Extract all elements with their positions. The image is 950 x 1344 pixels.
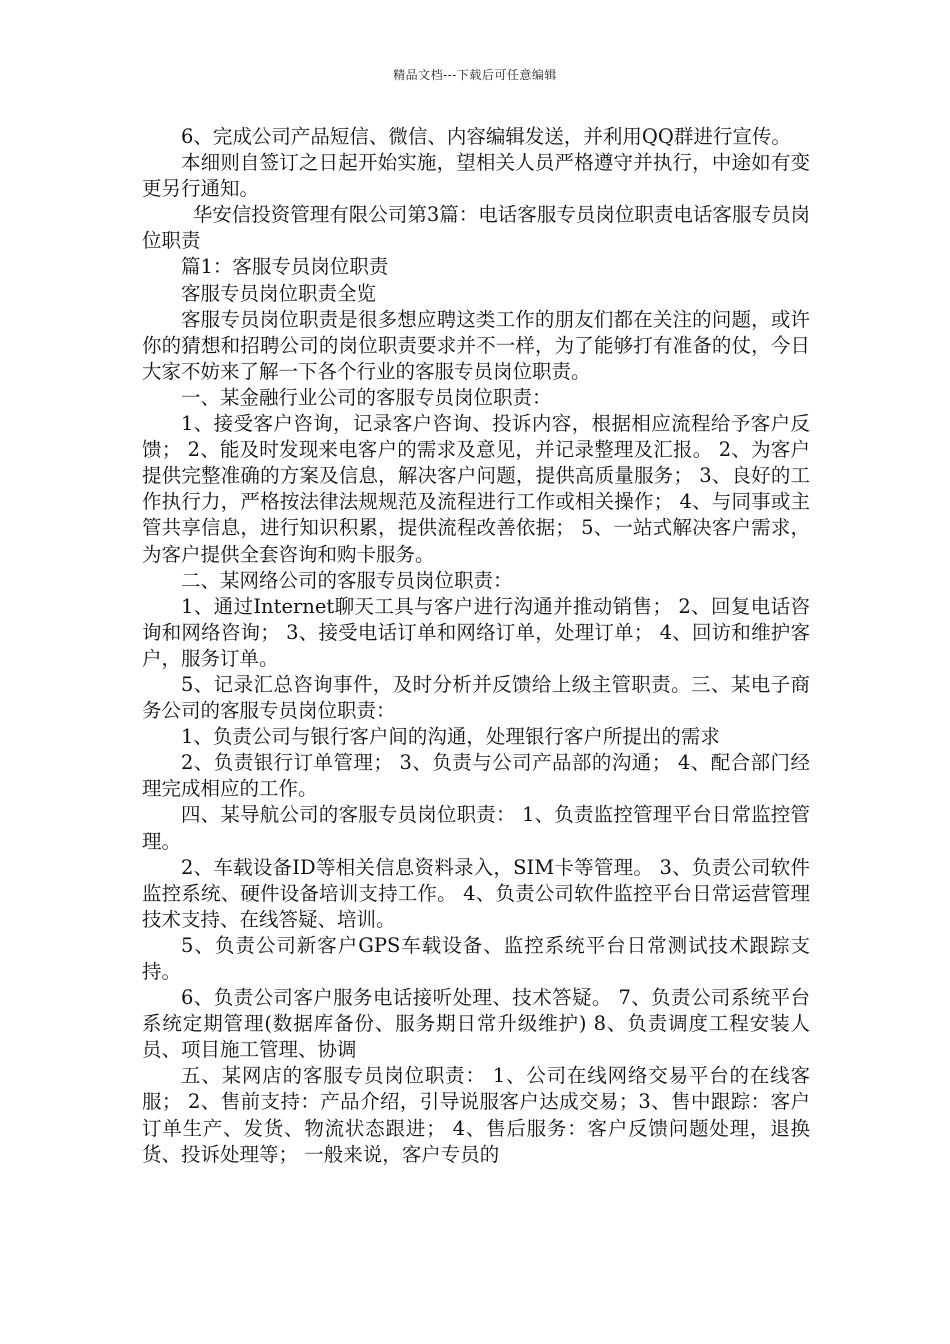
paragraph-16: 五、某网店的客服专员岗位职责： 1、公司在线网络交易平台的在线客服； 2、售前支持：产品介绍，引导说服客户达成交易；3、售中跟踪：客户订单生产、发货、物流状态跟进； 4、售后服务：客户反馈问题处理，退换货、投诉处理等； 一般来说，客户专员的: [142, 1064, 810, 1166]
paragraph-4: 篇1：客服专员岗位职责: [181, 255, 389, 279]
section-heading-2: 二、某网络公司的客服专员岗位职责：: [181, 568, 513, 592]
paragraph-7: 1、接受客户咨询，记录客户咨询、投诉内容，根据相应流程给予客户反馈； 2、能及时发现来电客户的需求及意见，并记录整理及汇报。 2、为客户提供完整准确的方案及信息，解决客户问题，提供高质量服务； 3、良好的工作执行力，严格按法律法规规范及流程进行工作或相关操作； 4、与同事或主管共享信息，进行知识积累，提供流程改善依据； 5、一站式解决客户需求，为客户提供全套咨询和购卡服务。: [142, 412, 810, 566]
paragraph-13: 2、车载设备ID等相关信息资料录入，SIM卡等管理。 3、负责公司软件监控系统、硬件设备培训支持工作。 4、负责公司软件监控平台日常运营管理技术支持、在线答疑、培训。: [142, 855, 810, 931]
paragraph-8: 1、通过Internet聊天工具与客户进行沟通并推动销售； 2、回复电话咨询和网络咨询； 3、接受电话订单和网络订单，处理订单； 4、回访和维护客户，服务订单。: [142, 594, 810, 670]
paragraph-11: 2、负责银行订单管理； 3、负责与公司产品部的沟通； 4、配合部门经理完成相应的工作。: [142, 751, 810, 801]
paragraph-15: 6、负责公司客户服务电话接听处理、技术答疑。 7、负责公司系统平台系统定期管理(数据库备份、服务期日常升级维护) 8、负责调度工程安装人员、项目施工管理、协调: [142, 986, 810, 1062]
paragraph-10: 1、负责公司与银行客户间的沟通，处理银行客户所提出的需求: [181, 725, 720, 749]
paragraph-14: 5、负责公司新客户GPS车载设备、监控系统平台日常测试技术跟踪支持。: [142, 933, 810, 983]
paragraph-5: 客服专员岗位职责全览: [181, 281, 377, 305]
paragraph-9: 5、记录汇总咨询事件，及时分析并反馈给上级主管职责。三、某电子商务公司的客服专员岗位职责：: [142, 672, 810, 723]
paragraph-6: 客服专员岗位职责是很多想应聘这类工作的朋友们都在关注的问题，或许你的猜想和招聘公司的岗位职责要求并不一样，为了能够打有准备的仗，今日大家不妨来了解一下各个行业的客服专员岗位职责。: [142, 307, 810, 383]
paragraph-2: 本细则自签订之日起开始实施，望相关人员严格遵守并执行，中途如有变更另行通知。: [142, 151, 810, 201]
paragraph-1: 6、完成公司产品短信、微信、内容编辑发送，并利用QQ群进行宣传。: [181, 125, 791, 148]
section-heading-1: 一、某金融行业公司的客服专员岗位职责：: [181, 385, 552, 409]
document-body: [142, 124, 810, 1168]
paragraph-12: 四、某导航公司的客服专员岗位职责： 1、负责监控管理平台日常监控管理。: [142, 803, 810, 853]
paragraph-3: 华安信投资管理有限公司第3篇：电话客服专员岗位职责电话客服专员岗位职责: [142, 203, 810, 253]
page-header: 精品文档---下载后可任意编辑: [393, 68, 557, 82]
